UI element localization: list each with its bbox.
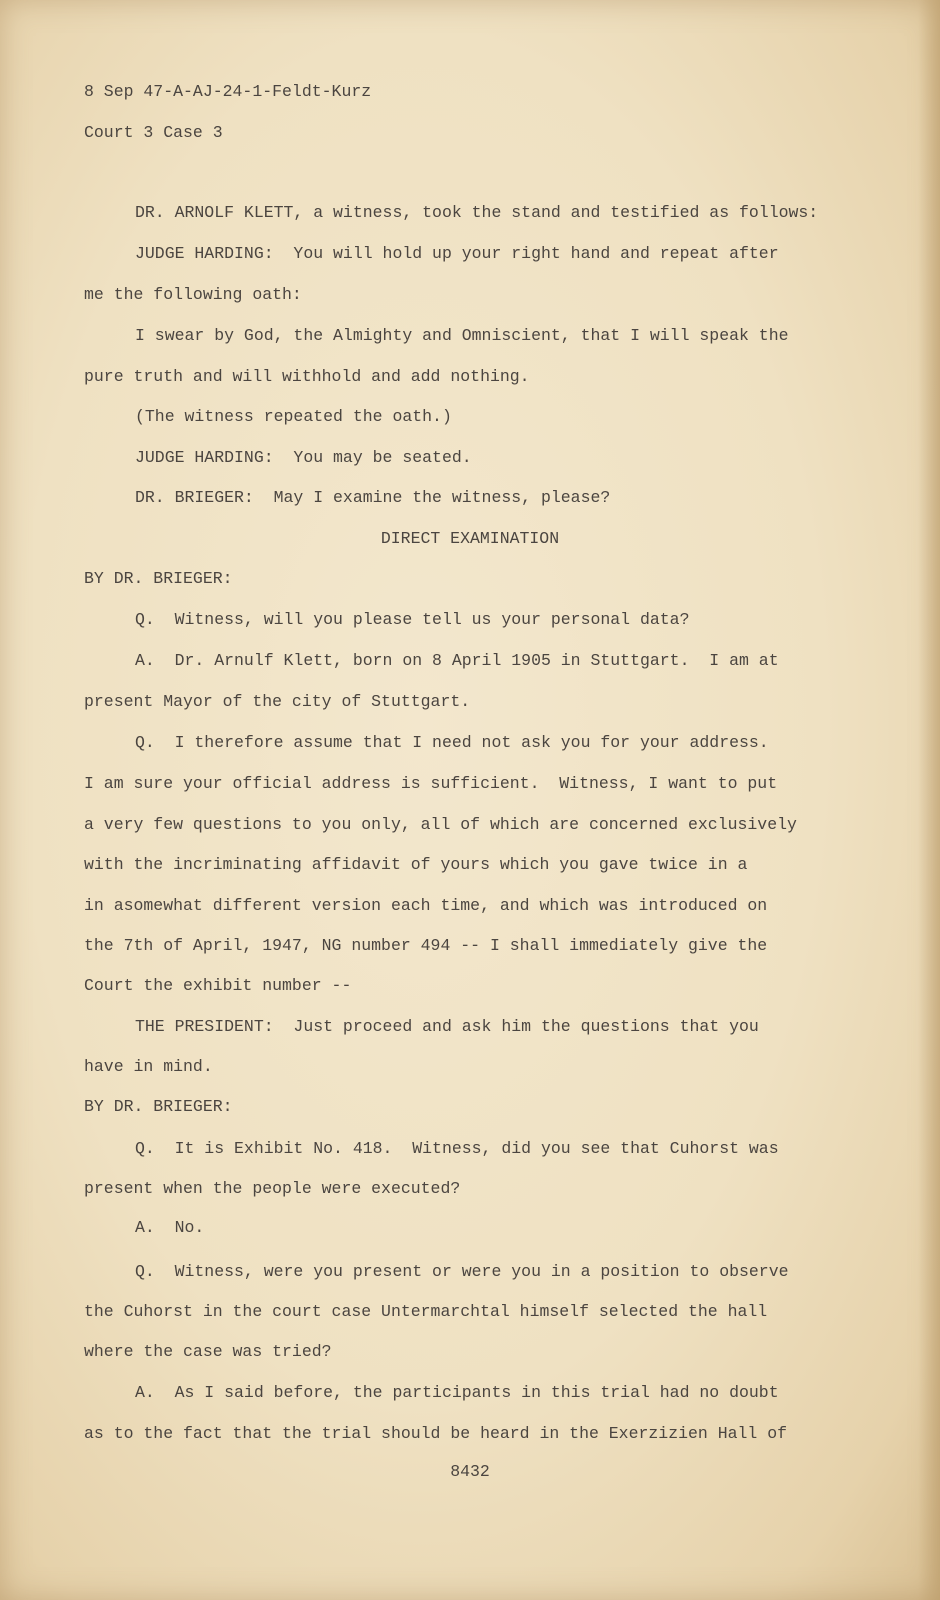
- transcript-line: the Cuhorst in the court case Untermarchtal himself selected the hall: [84, 1302, 768, 1321]
- transcript-line: with the incriminating affidavit of yours which you gave twice in a: [84, 855, 748, 874]
- transcript-line: have in mind.: [84, 1057, 213, 1076]
- transcript-line: JUDGE HARDING: You will hold up your right hand and repeat after: [135, 244, 779, 263]
- transcript-line: as to the fact that the trial should be heard in the Exerzizien Hall of: [84, 1424, 788, 1443]
- transcript-line: Q. I therefore assume that I need not ask you for your address.: [135, 733, 769, 752]
- transcript-line: in asomewhat different version each time, and which was introduced on: [84, 896, 768, 915]
- transcript-line: the 7th of April, 1947, NG number 494 -- I shall immediately give the: [84, 936, 768, 955]
- transcript-line: THE PRESIDENT: Just proceed and ask him the questions that you: [135, 1017, 759, 1036]
- transcript-line: A. As I said before, the participants in this trial had no doubt: [135, 1383, 779, 1402]
- transcript-line: I swear by God, the Almighty and Omniscient, that I will speak the: [135, 326, 789, 345]
- transcript-line: Court the exhibit number --: [84, 976, 352, 995]
- transcript-line: DR. ARNOLF KLETT, a witness, took the stand and testified as follows:: [135, 203, 819, 222]
- court-case-label: Court 3 Case 3: [84, 123, 223, 142]
- transcript-line: A. No.: [135, 1218, 205, 1237]
- transcript-line: BY DR. BRIEGER:: [84, 569, 233, 588]
- transcript-line: me the following oath:: [84, 285, 302, 304]
- transcript-line: Q. It is Exhibit No. 418. Witness, did you see that Cuhorst was: [135, 1139, 779, 1158]
- transcript-line: A. Dr. Arnulf Klett, born on 8 April 1905 in Stuttgart. I am at: [135, 651, 779, 670]
- transcript-line: present when the people were executed?: [84, 1179, 461, 1198]
- transcript-line: I am sure your official address is sufficient. Witness, I want to put: [84, 774, 778, 793]
- transcript-line: DR. BRIEGER: May I examine the witness, please?: [135, 488, 611, 507]
- transcript-line: BY DR. BRIEGER:: [84, 1097, 233, 1116]
- transcript-line: present Mayor of the city of Stuttgart.: [84, 692, 471, 711]
- transcript-line: where the case was tried?: [84, 1342, 332, 1361]
- document-reference: 8 Sep 47-A-AJ-24-1-Feldt-Kurz: [84, 82, 372, 101]
- transcript-line: Q. Witness, will you please tell us your personal data?: [135, 610, 690, 629]
- paper-edge: [918, 0, 940, 1600]
- transcript-line: Q. Witness, were you present or were you in a position to observe: [135, 1262, 789, 1281]
- transcript-line: pure truth and will withhold and add nothing.: [84, 367, 530, 386]
- transcript-line: (The witness repeated the oath.): [135, 407, 452, 426]
- page-number: 8432: [450, 1462, 490, 1481]
- transcript-line: a very few questions to you only, all of which are concerned exclusively: [84, 815, 797, 834]
- transcript-line: DIRECT EXAMINATION: [380, 529, 560, 548]
- transcript-line: JUDGE HARDING: You may be seated.: [135, 448, 472, 467]
